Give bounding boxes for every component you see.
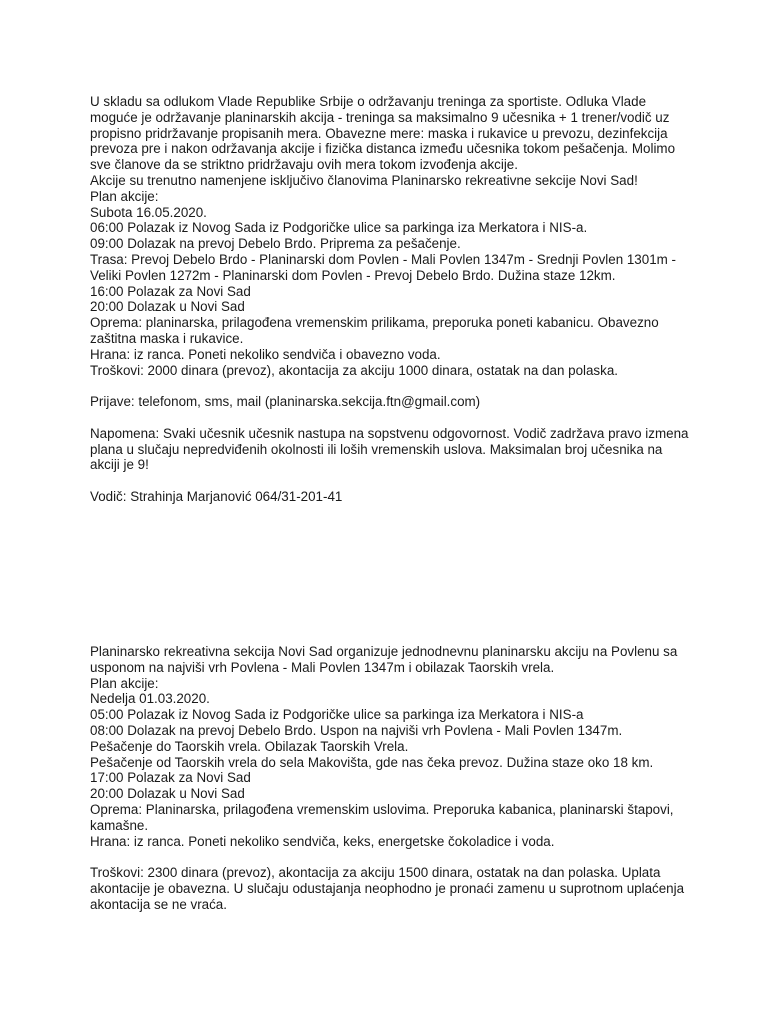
food-line: Hrana: iz ranca. Poneti nekoliko sendviča i obavezno voda. <box>90 346 441 362</box>
arrival-line: 08:00 Dolazak na prevoj Debelo Brdo. Uspon na najviši vrh Povlena - Mali Povlen 1347m. <box>90 722 623 738</box>
village-walk-line: Pešačenje od Taorskih vrela do sela Makovišta, gde nas čeka prevoz. Dužina staze oko 18 km. <box>90 754 654 770</box>
plan-label: Plan akcije: <box>90 188 159 204</box>
announcement-may <box>90 94 690 505</box>
costs-paragraph: Troškovi: 2300 dinara (prevoz), akontacija za akciju 1500 dinara, ostatak na dan polaska. Uplata akontacije je obavezna. U slučaju odustajanja neophodno je pronaći zamenu u suprotnom uplaćenja akontacija se ne vraća. <box>90 865 685 912</box>
departure-line: 05:00 Polazak iz Novog Sada iz Podgoričke ulice sa parkinga iza Merkatora i NIS-a <box>90 707 584 723</box>
intro-paragraph: U skladu sa odlukom Vlade Republike Srbije o održavanju treninga za sportiste. Odluka Vlade moguće je održavanje planinarskih akcija - treninga sa maksimalno 9 učesnika + 1 trener/vodič uz propisno pridržavanje propisanih mera. Obavezne mere: maska i rukavice u prevozu, dezinfekcija prevoza pre i nakon održavanja akcije i fizička distanca između učesnika tokom pešačenja. Molimo sve članove da se striktno pridržavaju ovih mera tokom izvođenja akcije. <box>90 94 676 173</box>
return-arrival-line: 20:00 Dolazak u Novi Sad <box>90 299 245 315</box>
springs-walk-line: Pešačenje do Taorskih vrela. Obilazak Taorskih Vrela. <box>90 738 409 754</box>
departure-line: 06:00 Polazak iz Novog Sada iz Podgoričke ulice sa parkinga iza Merkatora i NIS-a. <box>90 220 588 236</box>
equipment-line: Oprema: Planinarska, prilagođena vremenskim uslovima. Preporuka kabanica, planinarski štapovi, kamašne. <box>90 801 674 833</box>
costs-line: Troškovi: 2000 dinara (prevoz), akontacija za akciju 1000 dinara, ostatak na dan polaska. <box>90 362 618 378</box>
plan-label: Plan akcije: <box>90 675 159 691</box>
return-departure-line: 16:00 Polazak za Novi Sad <box>90 283 251 299</box>
event-date: Subota 16.05.2020. <box>90 204 207 220</box>
note-paragraph: Napomena: Svaki učesnik učesnik nastupa na sopstvenu odgovornost. Vodič zadržava pravo izmena plana u slučaju nepredviđenih okolnosti ili loših vremenskih uslova. Maksimalan broj učesnika na akciji je 9! <box>90 425 689 473</box>
announcement-march <box>90 644 690 913</box>
route-line: Trasa: Prevoj Debelo Brdo - Planinarski dom Povlen - Mali Povlen 1347m - Srednji Povlen 1301m - Veliki Povlen 1272m - Planinarski dom Povlen - Prevoj Debelo Brdo. Dužina staze 12km. <box>90 251 676 283</box>
equipment-line: Oprema: planinarska, prilagođena vremenskim prilikama, preporuka poneti kabanicu. Obavezno zaštitna maska i rukavice. <box>90 315 659 346</box>
event-date: Nedelja 01.03.2020. <box>90 691 210 707</box>
spacer <box>90 473 690 489</box>
return-departure-line: 17:00 Polazak za Novi Sad <box>90 770 251 786</box>
members-notice: Akcije su trenutno namenjene isključivo članovima Planinarsko rekreativne sekcije Novi Sad! <box>90 172 638 188</box>
intro-paragraph: Planinarsko rekreativna sekcija Novi Sad organizuje jednodnevnu planinarsku akciju na Povlenu sa usponom na najviši vrh Povlena - Mali Povlen 1347m i obilazak Taorskih vrela. <box>90 644 678 675</box>
food-line: Hrana: iz ranca. Poneti nekoliko sendviča, keks, energetske čokoladice i voda. <box>90 833 555 849</box>
spacer <box>90 378 690 394</box>
signup-line: Prijave: telefonom, sms, mail (planinarska.sekcija.ftn@gmail.com) <box>90 394 481 410</box>
spacer <box>90 849 690 865</box>
spacer <box>90 410 690 426</box>
arrival-line: 09:00 Dolazak na prevoj Debelo Brdo. Priprema za pešačenje. <box>90 236 461 252</box>
guide-line: Vodič: Strahinja Marjanović 064/31-201-41 <box>90 488 343 504</box>
return-arrival-line: 20:00 Dolazak u Novi Sad <box>90 786 245 802</box>
